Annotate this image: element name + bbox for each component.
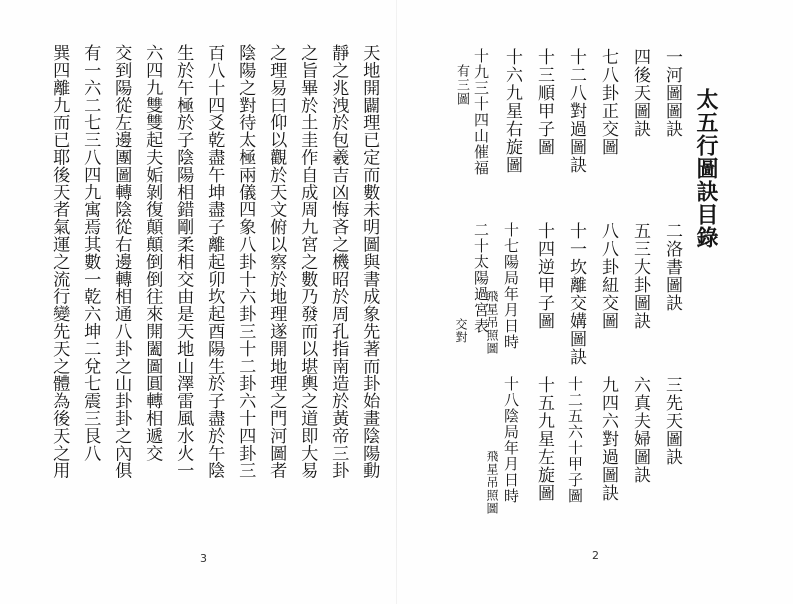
toc-entry-18-note: 飛星吊照圖 bbox=[485, 450, 499, 515]
toc-entry-19: 十九三十四山催福 bbox=[472, 48, 490, 176]
toc-entry-11: 十一坎離交媾圖訣 bbox=[566, 222, 586, 366]
toc-entry-4: 四後天圖訣 bbox=[630, 48, 650, 138]
body-column-11: 巽四離九而已耶後天者氣運之流行變先天之體為後天之用 bbox=[49, 44, 70, 479]
toc-entry-16: 十六九星右旋圖 bbox=[502, 48, 522, 174]
toc-entry-8: 八八卦紐交圖 bbox=[598, 222, 618, 330]
toc-entry-6: 六真夫婦圖訣 bbox=[630, 376, 650, 484]
toc-entry-17: 十七陽局年月日時 bbox=[502, 222, 520, 350]
body-column-2: 靜之兆洩於包羲吉凶悔吝之機昭於周孔指南造於黃帝三卦 bbox=[328, 44, 349, 479]
toc-title: 太五行圖訣目錄 bbox=[693, 88, 719, 249]
body-column-3: 之旨畢於土圭作自成周九宮之數乃發而以堪輿之道即大易 bbox=[297, 44, 318, 479]
body-column-5: 陰陽之對待太極兩儀四象八卦十六卦三十二卦六十四卦三 bbox=[235, 44, 256, 479]
page-number-right: 2 bbox=[592, 549, 599, 562]
toc-entry-20: 二十太陽過宮表 bbox=[472, 222, 490, 334]
page-number-left: 3 bbox=[200, 552, 207, 565]
toc-entry-1: 一河圖圖訣 bbox=[662, 48, 682, 138]
toc-entry-18: 十八陰局年月日時 bbox=[502, 376, 520, 504]
toc-entry-19-note: 有三圖 bbox=[454, 64, 469, 106]
toc-entry-10: 十二八對過圖訣 bbox=[566, 48, 586, 174]
toc-entry-13: 十三順甲子圖 bbox=[534, 48, 554, 156]
right-page bbox=[397, 0, 793, 604]
toc-entry-9: 九四六對過圖訣 bbox=[598, 376, 618, 502]
toc-entry-12: 十二五六十甲子圖 bbox=[566, 376, 584, 504]
body-column-4: 之理易曰仰以觀於天文俯以察於地理遂開地理之門河圖者 bbox=[266, 44, 287, 479]
body-column-7: 生於午極於子陰陽相錯剛柔相交由是天地山澤雷風水火一 bbox=[173, 44, 194, 479]
toc-entry-7: 七八卦正交圖 bbox=[598, 48, 618, 156]
body-column-6: 百八十四爻乾盡午坤盡子離起卯坎起酉陽生於子盡於午陰 bbox=[204, 44, 225, 479]
toc-entry-2: 二洛書圖訣 bbox=[662, 222, 682, 312]
toc-entry-3: 三先天圖訣 bbox=[662, 376, 682, 466]
left-page bbox=[0, 0, 396, 604]
body-column-10: 有一六二七三八四九寓焉其數一乾六坤二兌七震三艮八 bbox=[80, 44, 101, 462]
toc-entry-20-note: 交對 bbox=[454, 318, 468, 344]
toc-entry-15: 十五九星左旋圖 bbox=[534, 376, 554, 502]
body-column-9: 交到陽從左邊團圖轉陰從右邊轉相通八卦之山卦卦之內俱 bbox=[111, 44, 132, 479]
toc-entry-5: 五三大卦圖訣 bbox=[630, 222, 650, 330]
body-column-8: 六四九雙雙起夫姤剝復顛顛倒倒往來開闔圖圓轉相遞交 bbox=[142, 44, 163, 462]
toc-entry-17-note: 飛星吊照圖 bbox=[485, 290, 499, 355]
body-column-1: 天地開闢理已定而數未明圖與書成象先著而卦始畫陰陽動 bbox=[359, 44, 380, 479]
toc-entry-14: 十四逆甲子圖 bbox=[534, 222, 554, 330]
